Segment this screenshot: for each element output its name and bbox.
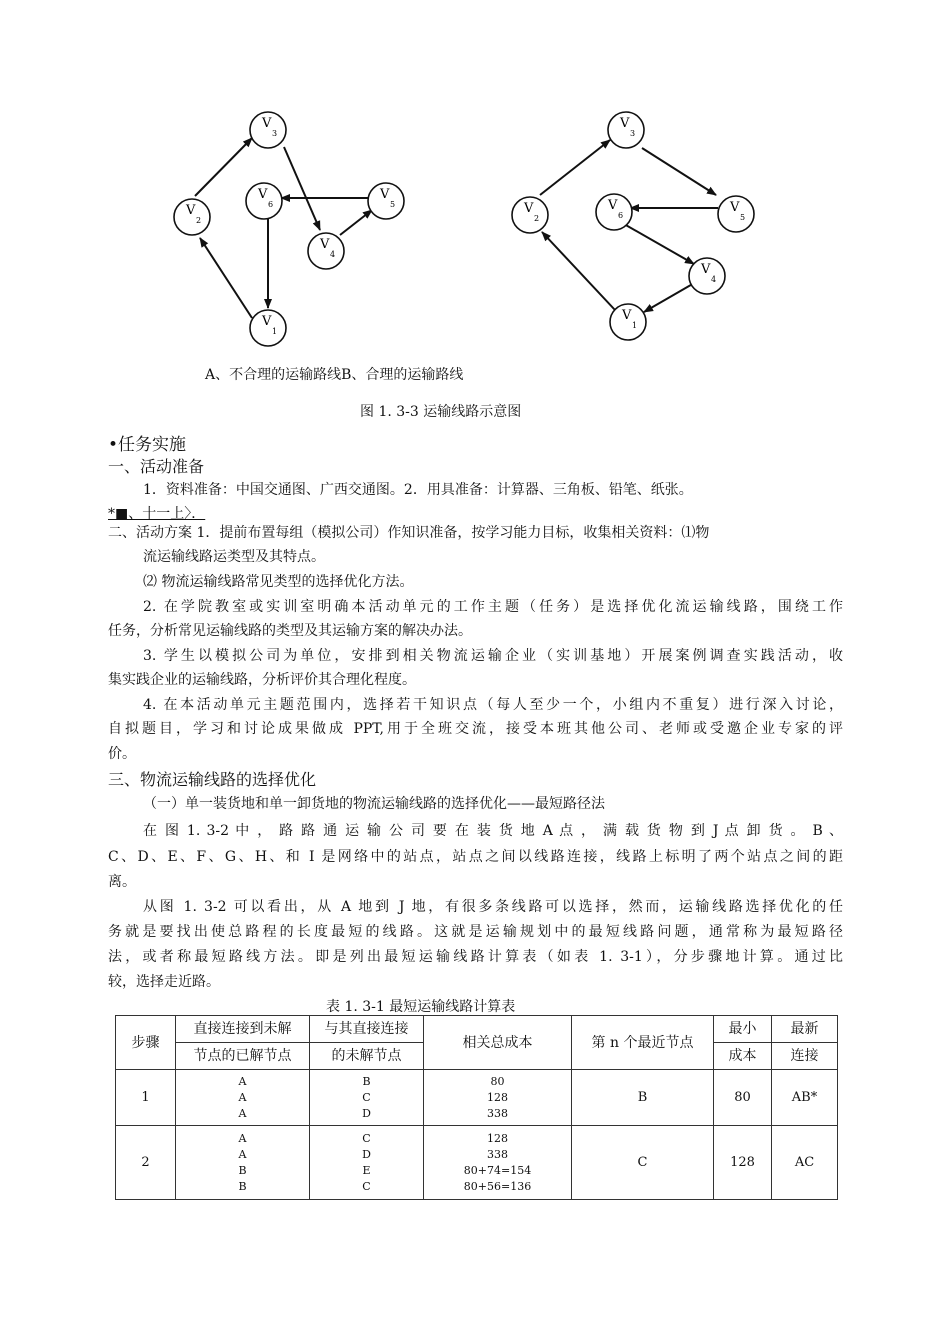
svg-text:V: V <box>320 237 330 252</box>
section3-p2c: 法，或者称最短路线方法。即是列出最短运输线路计算表（如表 1. 3-1），分步骤地计算。通过比 <box>108 949 843 965</box>
row1-latest: AB* <box>772 1070 838 1126</box>
svg-text:2: 2 <box>196 216 202 225</box>
row2-nth: C <box>572 1126 714 1200</box>
header-min-b: 成本 <box>714 1043 772 1070</box>
section3-heading: 三、物流运输线路的选择优化 <box>108 770 317 789</box>
svg-text:V: V <box>622 308 632 323</box>
svg-text:2: 2 <box>534 214 540 223</box>
edge-v4-v1 <box>644 282 696 312</box>
node-v5 <box>368 183 404 219</box>
node-v4 <box>308 233 344 269</box>
section3-p1b: C、D、E、F、G、H、和 I 是网络中的站点，站点之间以线路连接，线路上标明了两个站点之间的距 <box>108 849 843 865</box>
section3-p2b: 务就是要找出使总路程的长度最短的线路。这就是运输规划中的最短线路问题，通常称为最短路径 <box>108 924 843 940</box>
header-nth: 第 n 个最近节点 <box>572 1016 714 1070</box>
edge-v3-v5 <box>642 148 716 195</box>
section3-p1a: 在 图 1. 3-2 中 ， 路 路 通 运 输 公 司 要 在 装 货 地 A 点 ， 满 载 货 物 到 J 点 卸 货 。 B 、 <box>143 823 843 839</box>
section2-p4c: 价。 <box>108 746 136 762</box>
svg-text:3: 3 <box>630 129 636 138</box>
header-solved-b: 节点的已解节点 <box>176 1043 310 1070</box>
row2-min: 128 <box>714 1126 772 1200</box>
section3-p2a: 从图 1. 3-2 可以看出，从 A 地到 J 地，有很多条线路可以选择，然而，运输线路选择优化的任 <box>143 899 843 915</box>
svg-text:1: 1 <box>632 321 638 330</box>
row1-nth: B <box>572 1070 714 1126</box>
node-v2 <box>174 199 210 235</box>
section2-line1: 二、活动方案 1．提前布置每组（模拟公司）作知识准备，按学习能力目标，收集相关资料：⑴物 <box>108 525 710 541</box>
svg-text:4: 4 <box>711 275 717 284</box>
section1-line2: *■、十一上〉． <box>108 506 206 522</box>
svg-text:V: V <box>701 262 711 277</box>
row2-step: 2 <box>116 1126 176 1200</box>
node-v3 <box>608 112 644 148</box>
section1-line1: 1．资料准备：中国交通图、广西交通图。2．用具准备：计算器、三角板、铅笔、纸张。 <box>143 482 693 498</box>
edge-v1-v2 <box>542 232 615 310</box>
section2-p4b: 自拟题目，学习和讨论成果做成 PPT,用于全班交流，接受本班其他公司、老师或受邀企业专家的评 <box>108 721 843 737</box>
edge-v6-v4 <box>624 224 694 264</box>
svg-text:3: 3 <box>272 129 278 138</box>
edge-v2-v3 <box>195 138 252 196</box>
edge-v3-v4 <box>284 147 320 230</box>
task-heading: •任务实施 <box>108 435 187 455</box>
header-latest-b: 连接 <box>772 1043 838 1070</box>
row1-min: 80 <box>714 1070 772 1126</box>
node-v1 <box>610 304 646 340</box>
table-title: 表 1. 3-1 最短运输线路计算表 <box>326 999 516 1015</box>
section2-p4a: 4. 在本活动单元主题范围内，选择若干知识点（每人至少一个，小组内不重复）进行深入讨论， <box>143 697 843 713</box>
node-v1 <box>250 310 286 346</box>
svg-text:4: 4 <box>330 250 336 259</box>
table-row <box>116 1070 838 1126</box>
svg-text:1: 1 <box>272 327 278 336</box>
svg-text:V: V <box>380 187 390 202</box>
table-row <box>116 1126 838 1200</box>
figure-caption: 图 1. 3-3 运输线路示意图 <box>360 404 522 420</box>
node-v6 <box>246 183 282 219</box>
row2-cost: 128 338 80+74=154 80+56=136 <box>424 1126 572 1200</box>
node-v4 <box>689 258 725 294</box>
header-solved-a: 直接连接到未解 <box>176 1016 310 1043</box>
svg-text:V: V <box>186 203 196 218</box>
edge-v1-v2 <box>200 238 252 318</box>
right-route-graph <box>500 100 770 350</box>
edge-v4-v5 <box>340 210 372 235</box>
header-step: 步骤 <box>116 1016 176 1070</box>
node-v3 <box>250 112 286 148</box>
section2-p3a: 3. 学生以模拟公司为单位，安排到相关物流运输企业（实训基地）开展案例调查实践活动，收 <box>143 648 843 664</box>
section3-p2d: 较，选择走近路。 <box>108 974 220 990</box>
shortest-route-table <box>115 1015 838 1200</box>
section2-line3: ⑵ 物流运输线路常见类型的选择优化方法。 <box>143 574 414 590</box>
svg-text:V: V <box>262 116 272 131</box>
section2-line2: 流运输线路运类型及其特点。 <box>143 549 325 565</box>
svg-text:5: 5 <box>740 213 746 222</box>
svg-text:6: 6 <box>618 211 624 220</box>
left-route-graph <box>160 100 420 360</box>
svg-text:6: 6 <box>268 200 274 209</box>
svg-text:V: V <box>262 314 272 329</box>
section3-sub: （一）单一装货地和单一卸货地的物流运输线路的选择优化——最短路径法 <box>143 796 605 812</box>
row1-solved: A A A <box>176 1070 310 1126</box>
row1-cost: 80 128 338 <box>424 1070 572 1126</box>
node-v2 <box>512 197 548 233</box>
header-latest-a: 最新 <box>772 1016 838 1043</box>
svg-text:V: V <box>524 201 534 216</box>
node-v5 <box>718 196 754 232</box>
node-v6 <box>596 194 632 230</box>
section1-heading: 一、活动准备 <box>108 457 205 476</box>
svg-text:V: V <box>258 187 268 202</box>
header-min-a: 最小 <box>714 1016 772 1043</box>
row1-unsolved: B C D <box>310 1070 424 1126</box>
svg-text:V: V <box>620 116 630 131</box>
svg-text:5: 5 <box>390 200 396 209</box>
row2-solved: A A B B <box>176 1126 310 1200</box>
row2-unsolved: C D E C <box>310 1126 424 1200</box>
section3-p1c: 离。 <box>108 874 136 890</box>
header-unsolved-b: 的未解节点 <box>310 1043 424 1070</box>
svg-text:V: V <box>730 200 740 215</box>
svg-text:V: V <box>608 198 618 213</box>
figure-sub-caption: A、不合理的运输路线B、合理的运输路线 <box>205 367 464 383</box>
section2-p3b: 集实践企业的运输线路，分析评价其合理化程度。 <box>108 672 416 688</box>
header-cost: 相关总成本 <box>424 1016 572 1070</box>
section2-p2a: 2. 在学院教室或实训室明确本活动单元的工作主题（任务）是选择优化流运输线路，围绕工作 <box>143 599 843 615</box>
row2-latest: AC <box>772 1126 838 1200</box>
row1-step: 1 <box>116 1070 176 1126</box>
section2-p2b: 任务，分析常见运输线路的类型及其运输方案的解决办法。 <box>108 623 472 639</box>
header-unsolved-a: 与其直接连接 <box>310 1016 424 1043</box>
edge-v2-v3 <box>540 140 610 195</box>
